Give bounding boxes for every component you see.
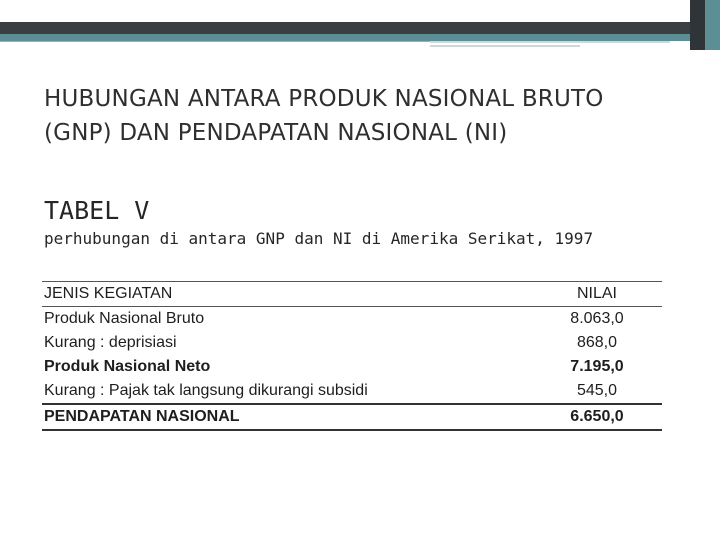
table-row (42, 355, 662, 379)
corner-accent-teal (705, 0, 720, 50)
accent-line (430, 41, 670, 43)
table-header-row (42, 282, 662, 307)
slide-title (44, 82, 684, 150)
table-label: TABEL V (44, 196, 150, 225)
row-value: 545,0 (576, 382, 618, 399)
header-band (0, 0, 720, 22)
header-label: JENIS KEGIATAN (44, 285, 173, 302)
header-value: NILAI (576, 285, 617, 302)
table-row (42, 331, 662, 355)
table-row (42, 379, 662, 405)
table-row (42, 307, 662, 331)
row-value: 868,0 (576, 334, 618, 351)
slide-title-line-2: (GNP) DAN PENDAPATAN NASIONAL (NI) (44, 120, 508, 146)
row-value: 6.650,0 (570, 408, 624, 425)
slide-title-line-1: HUBUNGAN ANTARA PRODUK NASIONAL BRUTO (44, 86, 604, 112)
accent-line (430, 45, 580, 47)
data-table (42, 281, 662, 431)
table-row (42, 405, 662, 431)
header-band-teal (0, 34, 720, 41)
row-label: Produk Nasional Bruto (44, 310, 205, 327)
accent-line (0, 41, 430, 42)
row-value: 8.063,0 (570, 310, 624, 327)
table-caption: perhubungan di antara GNP dan NI di Amerika Serikat, 1997 (44, 229, 594, 248)
row-label: Kurang : deprisiasi (44, 334, 177, 351)
row-value: 7.195,0 (570, 358, 624, 375)
header-band-dark (0, 22, 720, 34)
row-label: Kurang : Pajak tak langsung dikurangi subsidi (44, 382, 368, 399)
row-label: PENDAPATAN NASIONAL (44, 408, 240, 425)
row-label: Produk Nasional Neto (44, 358, 211, 375)
